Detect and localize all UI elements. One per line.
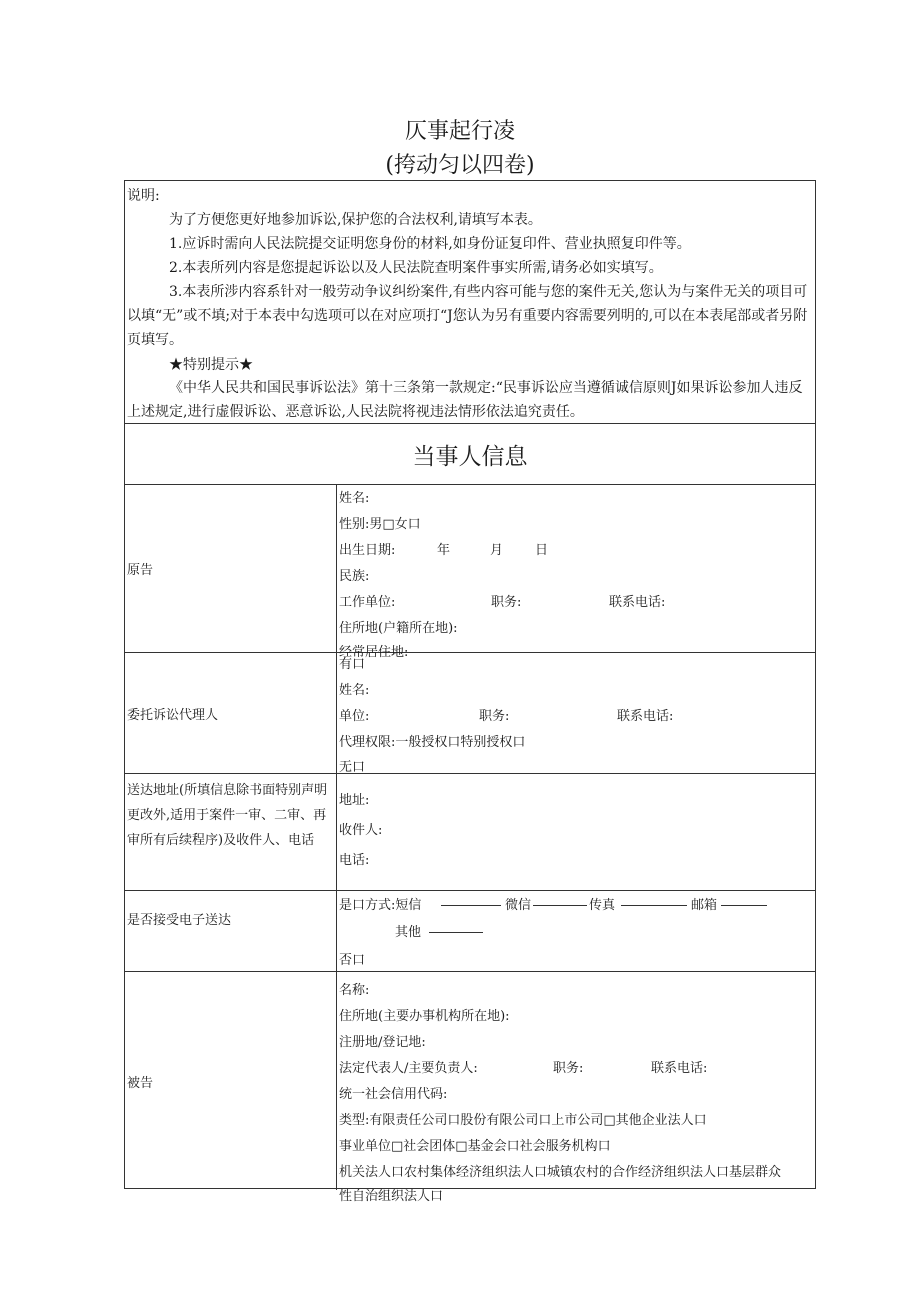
special-notice-title: ★特别提示★ [169, 357, 253, 373]
defendant-row [125, 972, 815, 1204]
email-blank[interactable] [721, 894, 767, 906]
service-address-row [125, 774, 815, 891]
agent-has-checkbox[interactable]: 有口 [339, 657, 366, 672]
recipient-phone-field[interactable]: 电话: [339, 853, 370, 868]
agent-label: 委托诉讼代理人 [125, 653, 337, 773]
instructions-paragraph-3: 2.本表所列内容是您提起诉讼以及人民法院查明案件事实所需,请务必如实填写。 [169, 260, 663, 276]
defendant-legal-rep-field[interactable]: 法定代表人/主要负责人: [339, 1061, 478, 1076]
agent-name-field[interactable]: 姓名: [339, 683, 370, 698]
plaintiff-phone-field[interactable]: 联系电话: [609, 595, 666, 610]
instructions-paragraph-2: 1.应诉时需向人民法院提交证明您身份的材料,如身份证复印件、营业执照复印件等。 [169, 236, 691, 252]
birth-month: 月 [490, 543, 504, 558]
defendant-registered-field[interactable]: 注册地/登记地: [339, 1035, 426, 1050]
defendant-type-line-4[interactable]: 性自治组织法人口 [339, 1189, 444, 1204]
agent-unit-field[interactable]: 单位: [339, 709, 370, 724]
instructions-paragraph-4: 3.本表所涉内容系针对一般劳动争议纠纷案件,有些内容可能与您的案件无关,您认为与案件无关的项目可以填“无”或不填;对于本表中勾选项可以在对应项打“J您认为另有重要内容需要列明的,可以在本表尾部或者另附页填写。 [127, 284, 808, 348]
electronic-delivery-label: 是否接受电子送达 [125, 891, 337, 971]
plaintiff-label: 原告 [125, 485, 337, 652]
electronic-delivery-row [125, 891, 815, 972]
birth-year: 年 [437, 543, 451, 558]
electronic-yes-checkbox[interactable]: 是口方式:短信 [339, 898, 422, 913]
plaintiff-gender-field[interactable]: 性别:男□女口 [339, 517, 421, 532]
agent-fields [339, 653, 815, 773]
agent-authority-field[interactable]: 代理权限:一般授权口特别授权口 [339, 735, 526, 750]
agent-none-checkbox[interactable]: 无口 [339, 760, 366, 775]
plaintiff-work-unit-field[interactable]: 工作单位: [339, 595, 396, 610]
party-info-title: 当事人信息 [412, 444, 528, 470]
service-address-fields [339, 774, 815, 890]
party-info-header [125, 424, 815, 485]
wechat-blank[interactable] [533, 894, 587, 906]
sms-blank[interactable] [441, 894, 501, 906]
other-blank[interactable] [429, 921, 483, 933]
email-label: 邮箱 [691, 898, 718, 913]
instructions-section [125, 181, 815, 424]
plaintiff-residence-field[interactable]: 住所地(户籍所在地): [339, 621, 458, 636]
defendant-credit-code-field[interactable]: 统一社会信用代码: [339, 1087, 448, 1102]
defendant-domicile-field[interactable]: 住所地(主要办事机构所在地): [339, 1009, 510, 1024]
fax-label: 传真 [589, 898, 616, 913]
defendant-type-line-2[interactable]: 事业单位□社会团体□基金会口社会服务机构口 [339, 1139, 611, 1154]
service-address-field[interactable]: 地址: [339, 793, 370, 808]
birth-day: 日 [535, 543, 549, 558]
defendant-name-field[interactable]: 名称: [339, 983, 370, 998]
defendant-label: 被告 [125, 972, 337, 1190]
defendant-phone-field[interactable]: 联系电话: [651, 1061, 708, 1076]
document-title: 仄事起行凌 [404, 119, 515, 144]
complaint-form-table [124, 180, 816, 1204]
wechat-label: 微信 [505, 898, 532, 913]
instructions-paragraph-1: 为了方便您更好地参加诉讼,保护您的合法权利,请填写本表。 [169, 212, 542, 228]
fax-blank[interactable] [621, 894, 687, 906]
birth-label: 出生日期: [339, 543, 396, 558]
agent-phone-field[interactable]: 联系电话: [617, 709, 674, 724]
plaintiff-position-field[interactable]: 职务: [491, 595, 522, 610]
recipient-field[interactable]: 收件人: [339, 823, 383, 838]
electronic-delivery-fields [339, 891, 815, 971]
agent-row [125, 653, 815, 774]
plaintiff-row [125, 485, 815, 660]
defendant-fields [339, 972, 815, 1204]
plaintiff-fields [339, 485, 815, 660]
agent-position-field[interactable]: 职务: [479, 709, 510, 724]
special-notice-text: 《中华人民共和国民事诉讼法》第十三条第一款规定:“民事诉讼应当遵循诚信原则J如果诉讼参加人违反上述规定,进行虚假诉讼、恶意诉讼,人民法院将视违法情形依法追究责任。 [127, 380, 803, 420]
document-subtitle: (挎动匀以四卷) [385, 153, 535, 178]
defendant-type-line-3[interactable]: 机关法人口农村集体经济组织法人口城镇农村的合作经济组织法人口基层群众 [339, 1165, 782, 1180]
plaintiff-habitual-residence-field[interactable]: 经常居住地: [339, 645, 409, 660]
plaintiff-ethnicity-field[interactable]: 民族: [339, 569, 370, 584]
defendant-position-field[interactable]: 职务: [553, 1061, 584, 1076]
plaintiff-name-field[interactable]: 姓名: [339, 491, 370, 506]
electronic-no-checkbox[interactable]: 否口 [339, 953, 366, 968]
defendant-type-line-1[interactable]: 类型:有限责任公司口股份有限公司口上市公司□其他企业法人口 [339, 1113, 707, 1128]
other-label: 其他 [395, 925, 422, 940]
service-address-label: 送达地址(所填信息除书面特别声明更改外,适用于案件一审、二审、再审所有后续程序)及收件人、电话 [125, 774, 337, 890]
instructions-heading: 说明: [127, 188, 160, 204]
